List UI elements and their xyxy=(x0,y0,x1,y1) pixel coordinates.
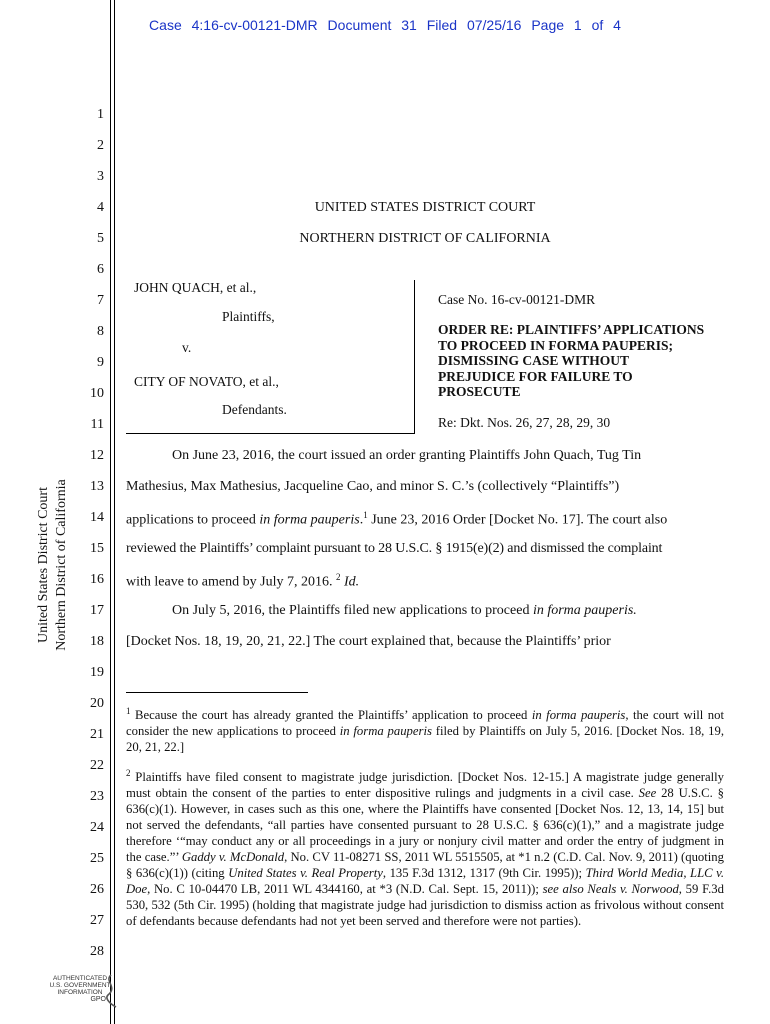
caption-bracket-bottom xyxy=(126,433,415,434)
court-name: UNITED STATES DISTRICT COURT xyxy=(314,200,536,215)
sidebar-line-1: United States District Court xyxy=(36,487,51,643)
sidebar-line-2: Northern District of California xyxy=(54,479,69,651)
line-number: 21 xyxy=(90,727,104,742)
body-line-16 xyxy=(126,572,722,591)
margin-rule-left xyxy=(110,0,111,1024)
defendant-name: CITY OF NOVATO, et al., xyxy=(134,374,279,389)
line-number: 6 xyxy=(97,262,104,277)
text-run: June 23, 2016 Order [Docket No. 17]. The court also xyxy=(367,512,668,528)
footnote-ref-1[interactable]: 1 xyxy=(363,510,368,520)
plaintiffs-label: Plaintiffs, xyxy=(222,309,275,324)
footnote-separator xyxy=(126,692,308,693)
footnote-ref-2[interactable]: 2 xyxy=(335,572,341,582)
line-number: 25 xyxy=(90,851,104,866)
line-number: 18 xyxy=(90,634,104,649)
body-line-13: Mathesius, Max Mathesius, Jacqueline Cao, and minor S. C.’s (collectively “Plaintiffs”) xyxy=(126,479,620,494)
text-run: On July 5, 2016, the Plaintiffs filed new applications to proceed xyxy=(172,603,533,618)
italic-run: Id. xyxy=(343,574,360,590)
line-number: 11 xyxy=(90,417,104,432)
line-number: 16 xyxy=(90,572,104,587)
footnote-1: $^1$ Because the court has already granted the Plaintiffs’ application to proceed in forma pauperis, the court will not consider the new applications to proceed in forma pauperis filed by Plaintiffs on July 5, 2016. [Docket Nos. 18, 19, 20, 21, 22.] xyxy=(126,706,725,755)
court-district: NORTHERN DISTRICT OF CALIFORNIA xyxy=(299,231,551,246)
line-number: 14 xyxy=(90,510,104,525)
line-number: 1 xyxy=(97,107,104,122)
line-number: 17 xyxy=(90,603,104,618)
footnote-2: $^2$ Plaintiffs have filed consent to magistrate judge jurisdiction. [Docket Nos. 12-15.] A magistrate judge generally must obtain the consent of the parties to enter dispositive rulings and judgments in a civil case. See 28 U.S.C. § 636(c)(1). However, in cases such as this one, where the Plaintiffs have consented [Docket Nos. 12, 13, 14, 15] but not served the defendants, “all parties have consented pursuant to 28 U.S.C. § 636(c)(1),” and a magistrate judge therefore ‘“may conduct any or all proceedings in a jury or nonjury civil matter and order the entry of judgment in the case.”’ Gaddy v. McDonald, No. CV 11-08271 SS, 2011 WL 5515505, at *1 n.2 (C.D. Cal. Nov. 9, 2011) (quoting § 636(c)(1)) (citing United States v. Real Property, 135 F.3d 1312, 1317 (9th Cir. 1995)); Third World Media, LLC v. Doe, No. C 10-04470 LB, 2011 WL 4344160, at *3 (N.D. Cal. Sept. 15, 2011)); see also Neals v. Norwood, 59 F.3d 530, 532 (5th Cir. 1995) (holding that magistrate judge had jurisdiction to dismiss action as frivolous without consent of defendants because defendants had not yet been served and therefore were not parties). xyxy=(126,768,725,929)
line-number: 13 xyxy=(90,479,104,494)
line-number: 9 xyxy=(97,355,104,370)
italic-run: in forma pauperis. xyxy=(532,603,637,618)
order-title: ORDER RE: PLAINTIFFS’ APPLICATIONS TO PROCEED IN FORMA PAUPERIS; DISMISSING CASE WITHOUT PREJUDICE FOR FAILURE TO PROSECUTE xyxy=(438,322,705,399)
plaintiff-name: JOHN QUACH, et al., xyxy=(134,280,257,295)
line-number: 8 xyxy=(97,324,104,339)
text-run: applications to proceed xyxy=(126,512,260,528)
body-line-12: On June 23, 2016, the court issued an order granting Plaintiffs John Quach, Tug Tin xyxy=(172,448,642,463)
line-number: 3 xyxy=(97,169,104,184)
case-number: Case No. 16-cv-00121-DMR xyxy=(438,292,596,307)
line-number: 15 xyxy=(90,541,104,556)
line-number: 2 xyxy=(97,138,104,153)
docket-reference: Re: Dkt. Nos. 26, 27, 28, 29, 30 xyxy=(438,415,611,430)
body-line-18: [Docket Nos. 18, 19, 20, 21, 22.] The court explained that, because the Plaintiffs’ prior xyxy=(126,634,611,649)
caption-bracket-vertical xyxy=(414,280,415,433)
line-number: 19 xyxy=(90,665,104,680)
line-number: 4 xyxy=(97,200,104,215)
line-number: 24 xyxy=(90,820,104,835)
italic-run: in forma pauperis xyxy=(259,512,360,528)
body-line-15: reviewed the Plaintiffs’ complaint pursuant to 28 U.S.C. § 1915(e)(2) and dismissed the complaint xyxy=(126,541,663,556)
text-run: with leave to amend by July 7, 2016. xyxy=(126,574,333,590)
line-number: 22 xyxy=(90,758,104,773)
margin-rule-left-inner xyxy=(114,0,115,1024)
gpo-eagle-icon xyxy=(102,973,120,1009)
line-number: 10 xyxy=(90,386,104,401)
gpo-authentication-seal: AUTHENTICATED U.S. GOVERNMENT INFORMATION GPO xyxy=(40,975,120,1003)
line-number: 12 xyxy=(90,448,104,463)
page-header: Case 4:16-cv-00121-DMR Document 31 Filed 07/25/16 Page 1 of 4 xyxy=(149,17,621,33)
line-number: 27 xyxy=(90,913,104,928)
versus: v. xyxy=(182,340,192,355)
line-number: 23 xyxy=(90,789,104,804)
footnote-mark: 2 xyxy=(126,768,131,778)
line-number: 20 xyxy=(90,696,104,711)
court-sidebar xyxy=(28,472,78,672)
line-number: 26 xyxy=(90,882,104,897)
footnote-mark: 1 xyxy=(126,706,131,716)
defendants-label: Defendants. xyxy=(222,402,287,417)
body-line-14: applications to proceed in forma pauperis.$^1$ June 23, 2016 Order [Docket No. 17]. The court also xyxy=(126,510,668,528)
body-line-17 xyxy=(172,603,722,619)
line-number: 7 xyxy=(97,293,104,308)
line-number: 28 xyxy=(90,944,104,959)
line-number: 5 xyxy=(97,231,104,246)
